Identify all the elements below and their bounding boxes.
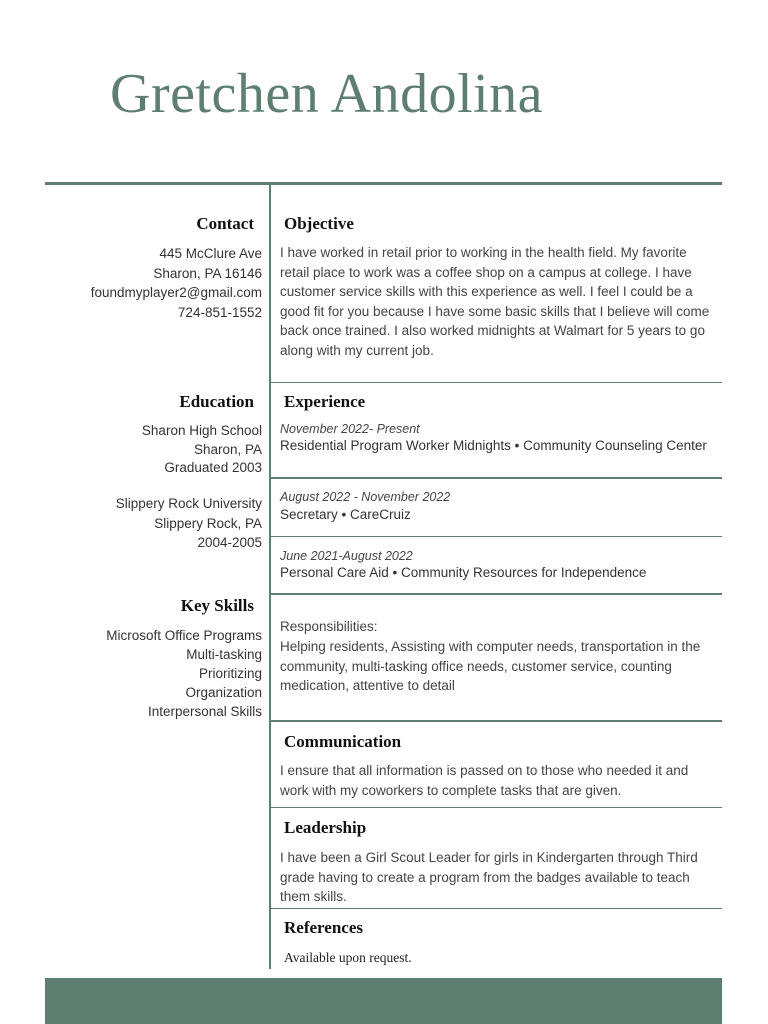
skill-item: Interpersonal Skills [147, 704, 262, 719]
experience-heading: Experience [284, 392, 366, 411]
job-divider [271, 593, 722, 595]
contact-phone: 724-851-1552 [177, 304, 262, 320]
job-title: Residential Program Worker Midnights • Community Counseling Center [280, 438, 707, 453]
school-dates: Graduated 2003 [164, 460, 262, 475]
job-date: August 2022 - November 2022 [280, 490, 451, 504]
job-divider [271, 477, 722, 479]
section-divider [271, 807, 722, 808]
communication-heading: Communication [284, 732, 402, 751]
objective-heading: Objective [284, 214, 354, 233]
header-divider [45, 182, 722, 185]
contact-address: 445 McClure Ave [159, 246, 262, 261]
school-location: Slippery Rock, PA [154, 515, 262, 531]
responsibilities-text: Helping residents, Assisting with computer needs, transportation in the community, multi-tasking office needs, customer service, counting medication, attentive to detail [280, 639, 701, 694]
job-title: Secretary • CareCruiz [280, 507, 411, 522]
contact-details [91, 244, 262, 322]
footer-bar [45, 978, 722, 1024]
school-name: Sharon High School [141, 423, 262, 438]
column-divider [269, 185, 271, 969]
skills-list [106, 626, 262, 721]
job-date: November 2022- Present [280, 422, 420, 436]
education-heading: Education [179, 392, 254, 411]
job-divider [271, 536, 722, 537]
section-divider [271, 908, 722, 909]
resume-name: Gretchen Andolina [110, 63, 544, 125]
skill-item: Microsoft Office Programs [106, 628, 262, 643]
communication-text: I ensure that all information is passed on to those who needed it and work with my coworkers to complete tasks that are given. [280, 763, 689, 798]
contact-heading: Contact [196, 214, 254, 233]
education-school-2 [116, 494, 262, 553]
job-date: June 2021-August 2022 [280, 549, 413, 563]
skill-item: Multi-tasking [186, 647, 262, 662]
school-name: Slippery Rock University [115, 496, 262, 511]
job-title: Personal Care Aid • Community Resources for Independence [280, 565, 647, 580]
contact-city: Sharon, PA 16146 [153, 265, 262, 281]
leadership-heading: Leadership [284, 818, 367, 837]
contact-email: foundmyplayer2@gmail.com [90, 285, 262, 301]
education-school-1 [142, 422, 262, 478]
skills-heading: Key Skills [180, 596, 254, 615]
section-divider [271, 382, 722, 383]
skill-item: Prioritizing [198, 666, 262, 681]
objective-text: I have worked in retail prior to working in the health field. My favorite retail place to work was a coffee shop on a campus at college. I have customer service skills with this experience as well. I feel I could be a good fit for you because I have some basic skills that I believe will come back once trained. I also worked midnights at Walmart for 5 years to go along with my current job. [280, 245, 710, 358]
leadership-text: I have been a Girl Scout Leader for girls in Kindergarten through Third grade having to create a program from the badges available to teach them skills. [280, 850, 698, 905]
school-dates: 2004-2005 [197, 535, 262, 551]
section-divider [271, 720, 722, 722]
skill-item: Organization [185, 685, 262, 700]
references-heading: References [284, 918, 363, 937]
references-text: Available upon request. [284, 950, 412, 965]
responsibilities-label: Responsibilities: [280, 619, 378, 634]
school-location: Sharon, PA [193, 441, 262, 457]
